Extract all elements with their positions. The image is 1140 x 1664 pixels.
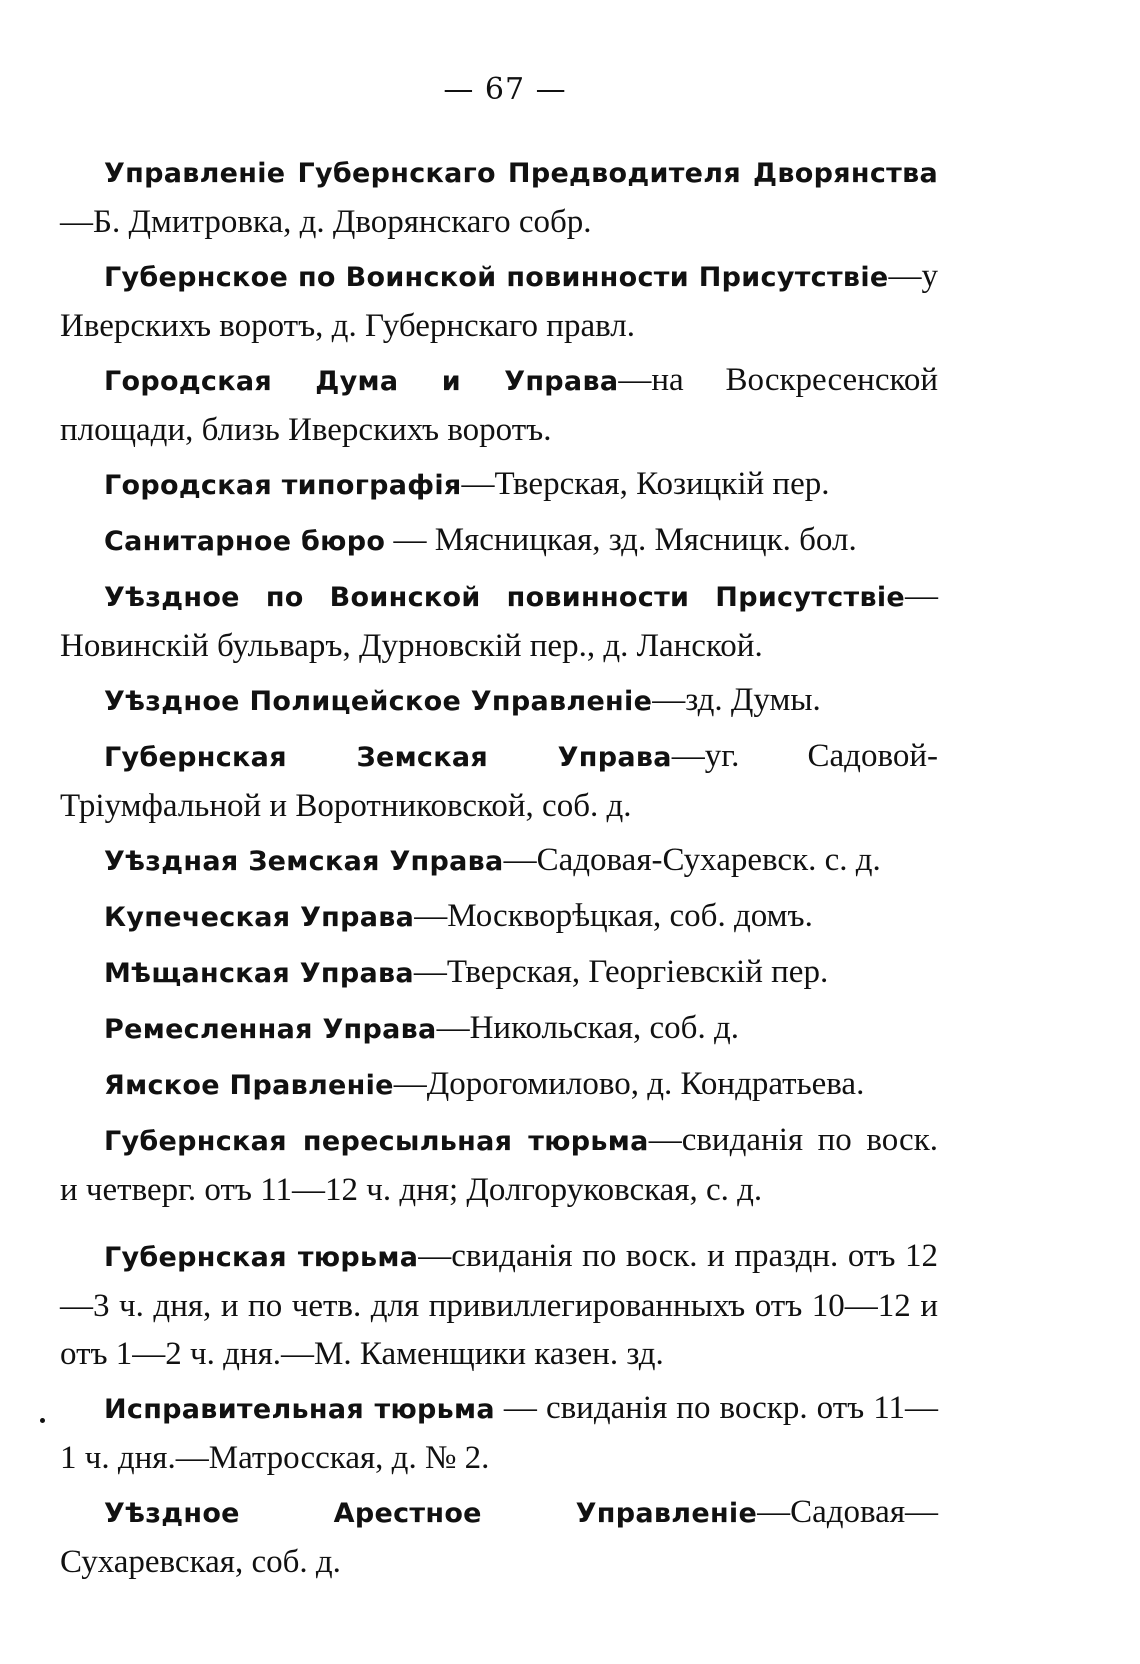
directory-entry: [60, 148, 938, 246]
directory-entry: [60, 460, 938, 510]
entry-heading: Мѣщанская Управа: [104, 958, 414, 989]
entry-text: —свиданія по воск. и четверг. отъ 11—12 ч. дня; Долгоруковская, с. д.: [60, 1122, 938, 1208]
entry-text: —Никольская, соб. д.: [436, 1010, 739, 1046]
entry-heading: Исправительная тюрьма: [104, 1394, 495, 1425]
entry-heading: Санитарное бюро: [104, 526, 386, 557]
entry-text: — Мясницкая, зд. Мясницк. бол.: [385, 522, 857, 558]
entry-text: —Тверская, Георгіевскій пер.: [413, 954, 829, 990]
directory-entry: [60, 676, 938, 726]
entry-text: —Садовая— Сухаревская, соб. д.: [60, 1494, 938, 1580]
entry-heading: Ремесленная Управа: [104, 1014, 437, 1045]
entry-text: — свиданія по воскр. отъ 11—1 ч. дня.—Матросская, д. № 2.: [60, 1390, 938, 1476]
directory-entries: [60, 148, 938, 1586]
entry-heading: Губернская пересыльная тюрьма: [104, 1126, 649, 1157]
entry-heading: Городская типографія: [104, 470, 462, 501]
entry-text: —зд. Думы.: [652, 682, 821, 718]
entry-heading: Губернская Земская Управа: [104, 742, 672, 773]
entry-text: —Тверская, Козицкій пер.: [461, 466, 830, 502]
entry-heading: Ямское Правленіе: [104, 1070, 394, 1101]
entry-heading: Уѣздная Земская Управа: [104, 846, 504, 877]
entry-text: —Садовая-Сухаревск. с. д.: [503, 842, 881, 878]
directory-entry: [60, 356, 938, 454]
directory-entry: [60, 1488, 938, 1586]
directory-entry: [60, 732, 938, 830]
entry-heading: Городская Дума и Управа: [104, 366, 619, 397]
directory-entry: [60, 572, 938, 670]
entry-heading: Управленіе Губернскаго Предводителя Дворянства: [104, 158, 938, 189]
entry-heading: Уѣздное по Воинской повинности Присутствіе: [104, 582, 905, 613]
entry-text: —на Воскресенской площади, близь Иверскихъ воротъ.: [60, 362, 939, 448]
entry-text: —Дорогомилово, д. Кондратьева.: [393, 1066, 865, 1102]
directory-entry: [60, 1116, 938, 1214]
entry-text: —Новинскій бульваръ, Дурновскій пер., д. Ланской.: [60, 578, 938, 664]
directory-entry: [60, 1232, 938, 1378]
directory-entry: [60, 1004, 938, 1054]
directory-entry: [60, 1384, 938, 1482]
directory-entry: [60, 252, 938, 350]
entry-heading: Губернское по Воинской повинности Присутствіе: [104, 262, 889, 293]
entry-text: —уг. Садовой-Тріумфальной и Воротниковской, соб. д.: [60, 738, 938, 824]
directory-entry: [60, 948, 938, 998]
directory-entry: [60, 1060, 938, 1110]
entry-heading: Уѣздное Полицейское Управленіе: [104, 686, 653, 717]
ink-speck: [40, 1418, 45, 1423]
entry-heading: Купеческая Управа: [104, 902, 415, 933]
page-number: — 67 —: [443, 72, 567, 107]
directory-entry: [60, 836, 938, 886]
directory-entry: [60, 892, 938, 942]
entry-heading: Губернская тюрьма: [104, 1242, 419, 1273]
entry-text: —Б. Дмитровка, д. Дворянскаго собр.: [60, 204, 592, 240]
entry-text: —у Иверскихъ воротъ, д. Губернскаго правл.: [60, 258, 938, 344]
entry-text: —Москворѣцкая, соб. домъ.: [414, 898, 813, 934]
entry-heading: Уѣздное Арестное Управленіе: [104, 1498, 758, 1529]
entry-text: —свиданія по воск. и праздн. отъ 12—3 ч. дня, и по четв. для привиллегированныхъ отъ 10—12 и отъ 1—2 ч. дня.—М. Каменщики казен. зд.: [60, 1238, 938, 1372]
directory-entry: [60, 516, 938, 566]
